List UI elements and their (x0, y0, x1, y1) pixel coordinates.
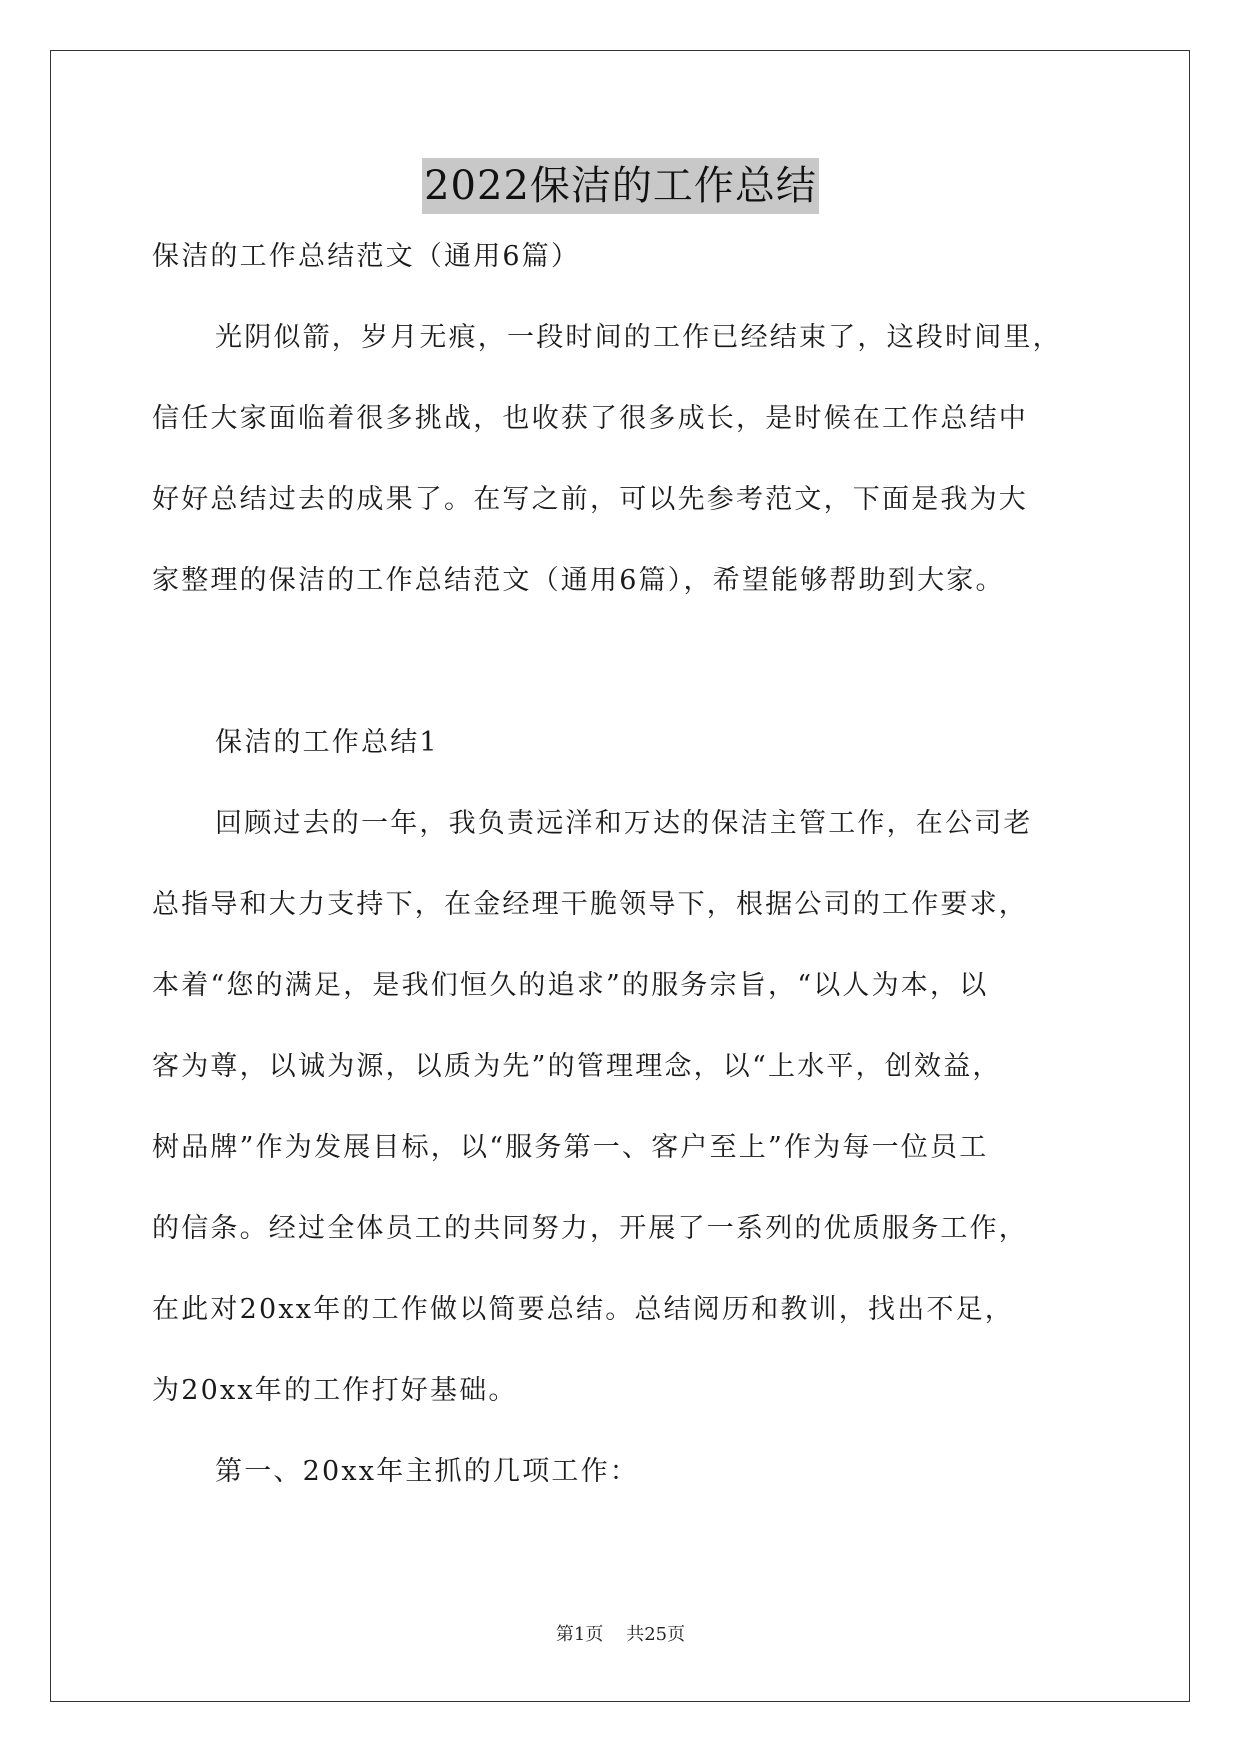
list-heading: 第一、20xx年主抓的几项工作： (215, 1456, 640, 1487)
document-body (152, 237, 1102, 1533)
intro-line: 信任大家面临着很多挑战，也收获了很多成长，是时候在工作总结中 (152, 403, 1028, 434)
title-container (0, 158, 1241, 214)
intro-line: 家整理的保洁的工作总结范文（通用6篇），希望能够帮助到大家。 (152, 565, 1005, 596)
body-line: 回顾过去的一年，我负责远洋和万达的保洁主管工作，在公司老 (215, 808, 1033, 839)
body-line: 在此对20xx年的工作做以简要总结。总结阅历和教训，找出不足， (152, 1294, 1015, 1325)
intro-line: 好好总结过去的成果了。在写之前，可以先参考范文，下面是我为大 (152, 484, 1028, 515)
document-subtitle: 保洁的工作总结范文（通用6篇） (152, 241, 581, 272)
intro-line: 光阴似箭，岁月无痕，一段时间的工作已经结束了，这段时间里， (215, 322, 1062, 353)
document-title: 2022保洁的工作总结 (422, 158, 819, 214)
blank-line (152, 642, 1102, 682)
body-line: 树品牌”作为发展目标，以“服务第一、客户至上”作为每一位员工 (152, 1132, 989, 1163)
body-line: 的信条。经过全体员工的共同努力，开展了一系列的优质服务工作， (152, 1213, 1028, 1244)
body-line: 本着“您的满足，是我们恒久的追求”的服务宗旨，“以人为本，以 (152, 970, 989, 1001)
section-heading: 保洁的工作总结1 (215, 727, 439, 758)
body-line: 客为尊，以诚为源，以质为先”的管理理念，以“上水平，创效益， (152, 1051, 1002, 1082)
page-number: 第1页 共25页 (555, 1624, 686, 1645)
page-footer (0, 1622, 1241, 1648)
body-line: 为20xx年的工作打好基础。 (152, 1375, 518, 1406)
body-line: 总指导和大力支持下，在金经理干脆领导下，根据公司的工作要求， (152, 889, 1028, 920)
